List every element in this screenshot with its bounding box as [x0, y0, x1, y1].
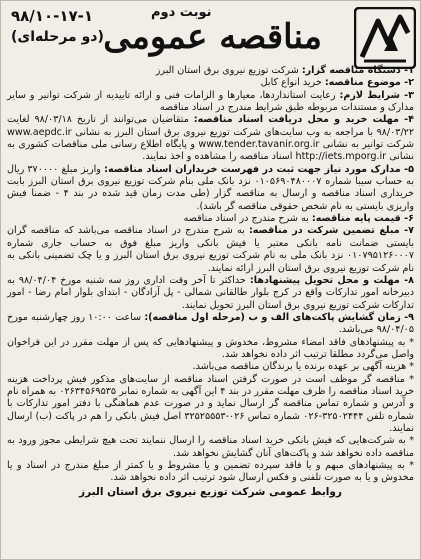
note-5: * به پیشنهادهای مبهم و یا فاقد سپرده تضمین و یا مشروط و یا کمتر از مبلغ مندرج در اسناد و یا مخدوش و یا به صورت تلفنی و فکس ارسال شود ترتیب اثر داده نخواهد شد. — [7, 460, 414, 484]
item-1: ۱- دستگاه مناقصه گزار: شرکت توزیع نیروی برق استان البرز — [155, 65, 414, 76]
company-logo-icon — [354, 7, 416, 69]
item-2: ۲- موضوع مناقصه: خرید انواع کابل — [260, 77, 414, 89]
ad-footer: روابط عمومی شرکت توزیع نیروی برق استان البرز — [79, 485, 342, 498]
publication-round: نوبت دوم — [151, 5, 212, 20]
ad-body — [7, 65, 414, 555]
note-1: * به پیشنهادهای فاقد امضاء مشروط، مخدوش و پیشنهادهایی که پس از مهلت مقرر در این فراخوان واصل می‌گردد مطلقا ترتیب اثر داده نخواهد شد. — [7, 336, 414, 360]
item-9: ۹- زمان گشایش پاکت‌های الف و ب (مرحله اول مناقصه): ساعت ۱۰:۰۰ روز چهارشنبه مورخ ۹۸/۰۴/۰۵ می‌باشد. — [7, 311, 414, 336]
note-2: * هزینه آگهی بر عهده برنده یا برندگان مناقصه می‌باشد. — [192, 361, 414, 373]
item-7: ۷- مبلغ تضمین شرکت در مناقصه: به شرح مندرج در اسناد مناقصه می‌باشد که مناقصه گران بایستی ضمانت نامه بانکی معتبر یا فیش بانکی واریز مبلغ فوق به حساب جاری شماره ۰۱۰۷۹۵۱۲۶۰۰۰۷ نزد بانک ملی به نام شرکت توزیع نیروی برق استان البرز و یا چک تضمینی بانکی به نام شرکت توزیع نیروی برق استان البرز ارائه نمایند. — [7, 225, 414, 274]
note-4: * به شرکت‌هایی که فیش بانکی خرید اسناد مناقصه را ارسال ننمایند تحت هیچ شرایطی مجوز ورود به مناقصه داده نخواهد شد و پاکت‌های آنان گشایش نخواهد شد. — [7, 435, 414, 459]
tender-stage: (دو مرحله‌ای) — [11, 29, 104, 45]
note-3: * مناقصه گر موظف است در صورت گرفتن اسناد مناقصه از سایت‌های مذکور فیش پرداخت هزینه خرید اسناد مناقصه را ظرف مهلت مقرر در بند ۴ این آگهی به شماره نمابر ۰۲۶۳۴۵۶۹۵۳۵ به همراه نام و آدرس و شماره تماس مناقصه گر ارسال نماید و در صورت عدم هماهنگی با دفتر امور تدارکات با شماره تلفن ۳۲۵۰۲۴۴۴-۰۲۶ شماره تماس ۰۲۶-۳۲۵۲۵۵۵۳ اصل فیش بانکی را هم در پاکت (ب) ارسال نمایند. — [7, 373, 415, 434]
item-3: ۳- شرایط لازم: رعایت استانداردها، معیارها و الزامات فنی و ارائه تاییدیه از شرکت توانیر و سایر مدارک و مستندات مربوطه طبق شرایط مندرج در اسناد مناقصه — [7, 89, 414, 114]
item-6: ۶- قیمت پایه مناقصه: به شرح مندرج در اسناد مناقصه — [183, 213, 414, 225]
ad-title: مناقصه عمومی — [103, 17, 322, 57]
item-4: ۴- مهلت خرید و محل دریافت اسناد مناقصه: متقاضیان می‌توانند از تاریخ ۹۸/۰۳/۱۸ لغایت ۹۸/۰۳/۲۲ با مراجعه به وب سایت‌های شرکت توزیع نیروی برق استان البرز به نشانی www.aepdc.ir شرکت توانیر به نشانی www.tender.tavanir.org.ir و پایگاه اطلاع رسانی ملی مناقصات کشوری به نشانی http://iets.mporg.ir اسناد مناقصه را مشاهده و اخذ نمایند. — [7, 114, 415, 163]
item-5: ۵- مدارک مورد نیاز جهت ثبت در فهرست خریداران اسناد مناقصه: واریز مبلغ ۳۷۰۰۰۰ ریال به حساب سیبا شماره ۰۱۰۵۶۹۰۴۸۰۰۰۷ نزد بانک ملی بنام شرکت توزیع نیروی برق استان البرز بابت خریداری اسناد مناقصه و ارسال به مناقصه گزار (طی مدت زمان قید شده در بند ۴ - ضمنا فیش واریزی بایستی به نام شخص حقوقی مناقصه گر باشد). — [7, 163, 414, 212]
item-8: ۸- مهلت و محل تحویل پیشنهادها: حداکثر تا آخر وقت اداری روز سه شنبه مورخ ۹۸/۰۴/۰۴ به دبیرخانه امور تدارکات واقع در کرج بلوار طالقانی شمالی - پل آزادگان - ابتدای بلوار امام رضا - امور تدارکات شرکت توزیع نیروی برق استان البرز تحویل نمایند. — [7, 274, 414, 311]
tender-number: ۹۸/۱۰-۱۷-۱ — [11, 7, 94, 25]
